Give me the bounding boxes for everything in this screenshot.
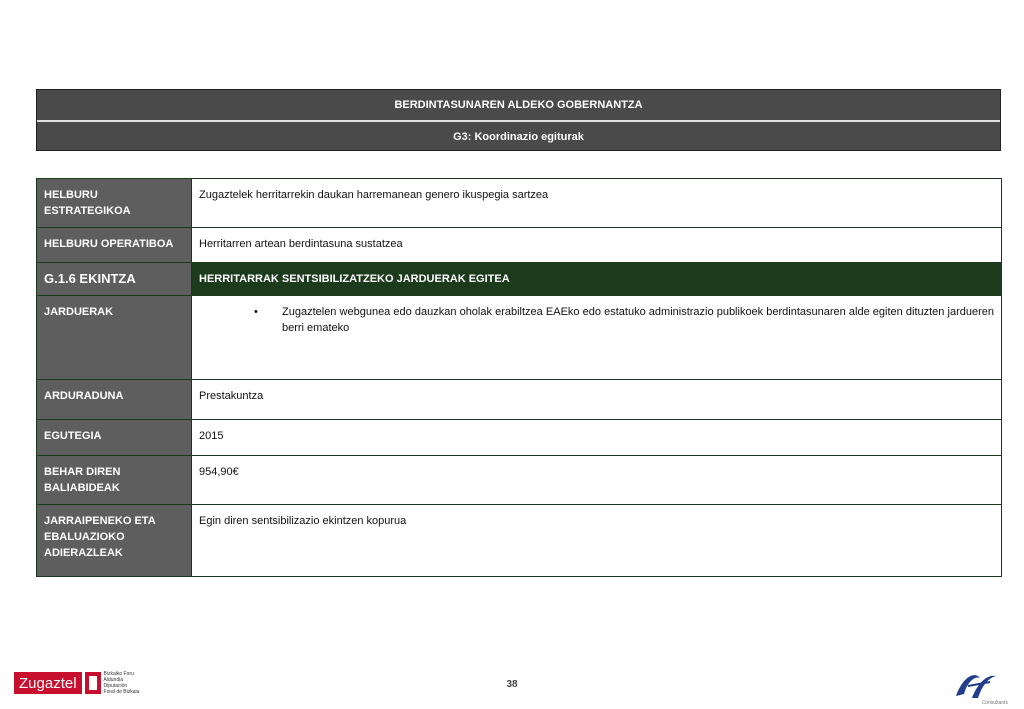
table-row [37,456,1002,505]
table-row [37,228,1002,263]
responsible-value: Prestakuntza [192,380,1002,420]
bizkaia-emblem-icon [85,672,101,694]
activities-cell [192,296,1002,380]
table-row [37,179,1002,228]
table-row [37,505,1002,577]
section-subtitle: G3: Koordinazio egiturak [453,131,584,143]
indicators-value: Egin diren sentsibilizazio ekintzen kopurua [192,505,1002,577]
action-title: HERRITARRAK SENTSIBILIZATZEKO JARDUERAK EGITEA [192,263,1002,296]
list-item [199,304,994,336]
action-code-label: G.1.6 EKINTZA [37,263,192,296]
calendar-value: 2015 [192,420,1002,456]
sf-logo-icon [950,668,1000,702]
zugaztel-wordmark: Zugaztel [14,672,82,694]
indicators-label: JARRAIPENEKO ETA EBALUAZIOKO ADIERAZLEAK [37,505,192,577]
table-row [37,296,1002,380]
page-number: 38 [506,679,518,690]
strategic-goal-value: Zugaztelek herritarrekin daukan harremanean genero ikuspegia sartzea [192,179,1002,228]
bullet-icon: • [254,306,258,318]
resources-value: 954,90€ [192,456,1002,505]
resources-label: BEHAR DIREN BALIABIDEAK [37,456,192,505]
table-row [37,380,1002,420]
operative-goal-label: HELBURU OPERATIBOA [37,228,192,263]
operative-goal-value: Herritarren artean berdintasuna sustatzea [192,228,1002,263]
zugaztel-logo [14,670,139,696]
consultants-logo [950,668,1010,706]
consultants-label: Consultants [981,700,1008,706]
section-title: BERDINTASUNAREN ALDEKO GOBERNANTZA [394,99,643,111]
activities-label: JARDUERAK [37,296,192,380]
activities-value: Zugaztelen webgunea edo dauzkan oholak erabiltzea EAEko edo estatuko administrazio publikoek berdintasunaren alde egiten dituzten jardueren berri emateko [282,306,994,334]
section-header [36,89,1001,151]
table-row [37,420,1002,456]
responsible-label: ARDURADUNA [37,380,192,420]
action-table [36,178,1002,577]
calendar-label: EGUTEGIA [37,420,192,456]
strategic-goal-label: HELBURU ESTRATEGIKOA [37,179,192,228]
bizkaia-org-text: Bizkaiko Foru Aldundia Diputación Foral de Bizkaia [103,671,140,695]
table-row [37,263,1002,296]
